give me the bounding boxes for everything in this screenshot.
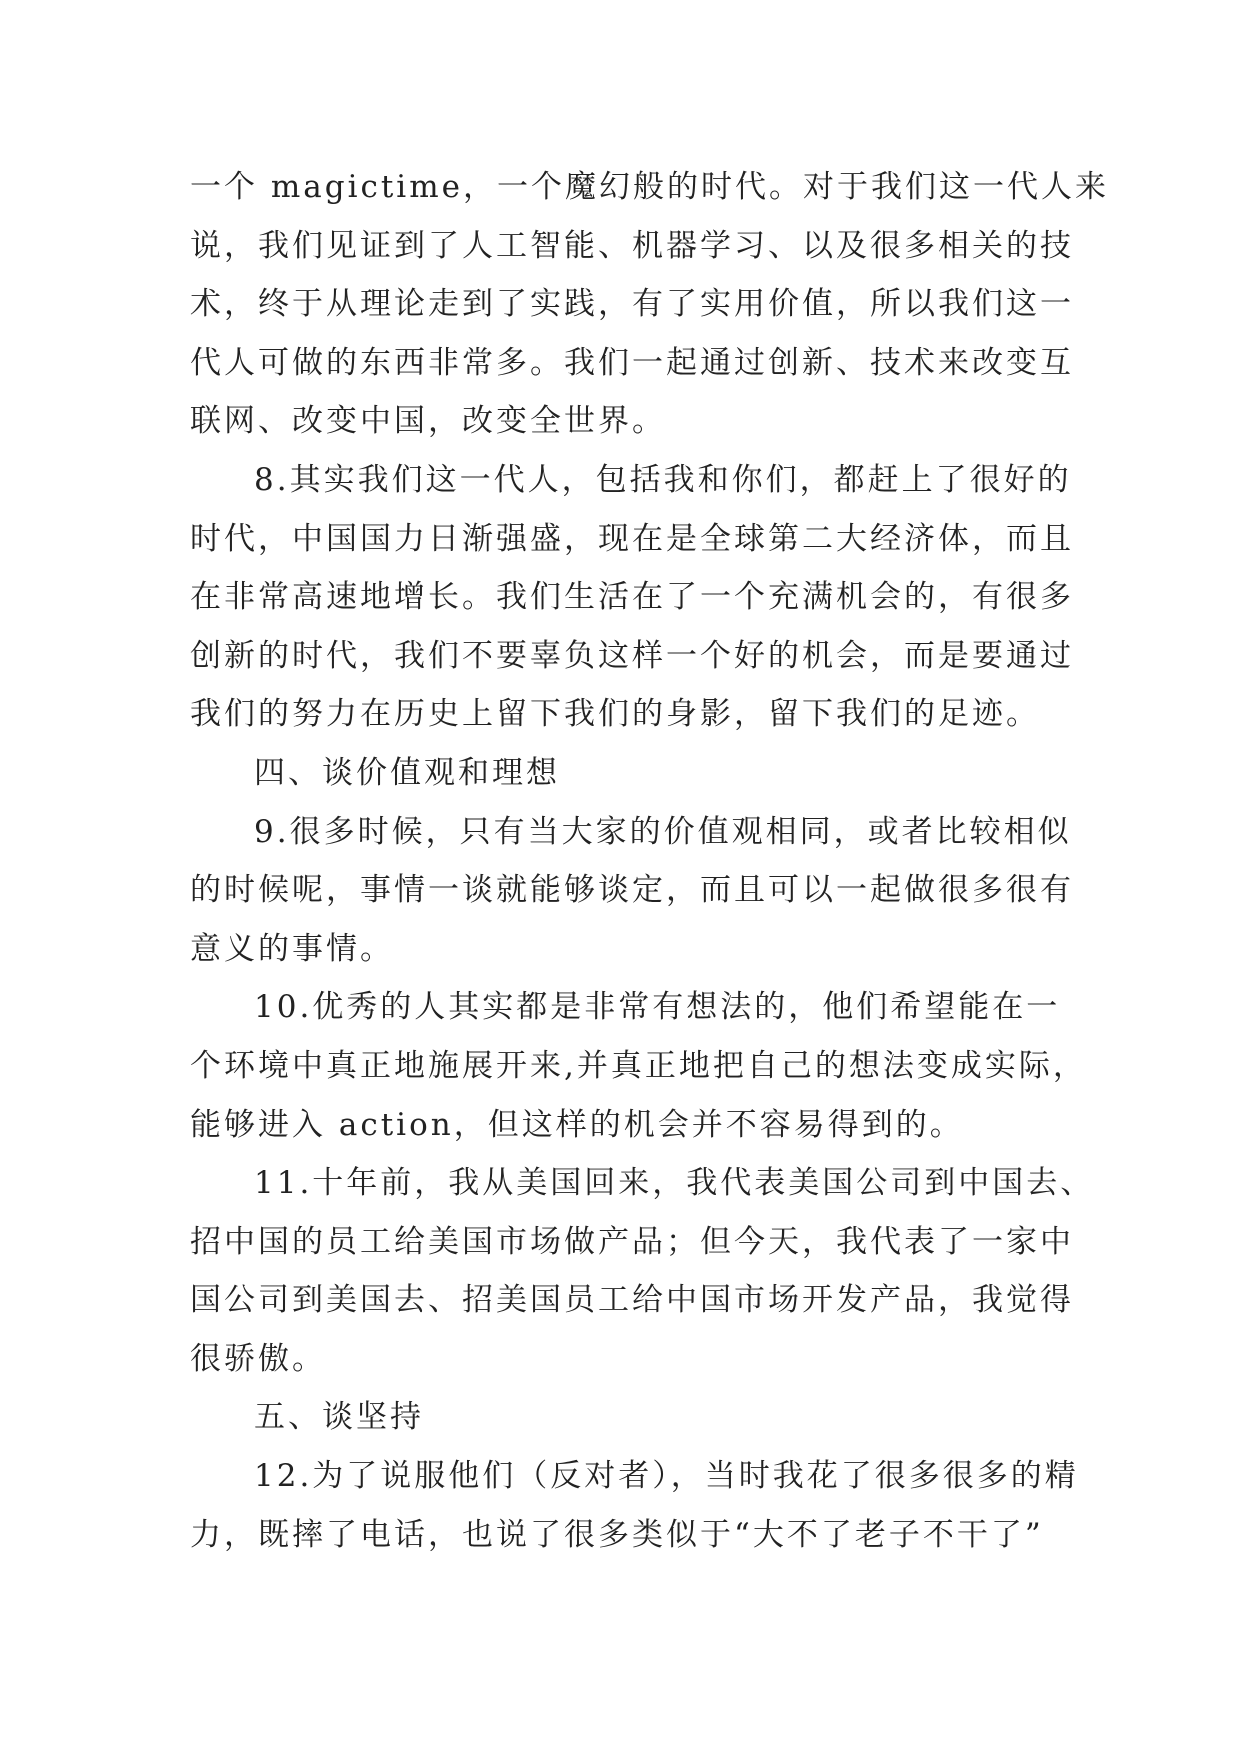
section-heading: 四、谈价值观和理想 [254, 754, 560, 791]
text-line: 的时候呢，事情一谈就能够谈定，而且可以一起做很多很有 [190, 872, 1074, 909]
text-line: 术，终于从理论走到了实践，有了实用价值，所以我们这一 [190, 286, 1074, 323]
paragraph-start-line: 8.其实我们这一代人，包括我和你们，都赶上了很好的 [254, 461, 1072, 498]
text-line: 很骄傲。 [190, 1340, 326, 1377]
paragraph-start-line: 9.很多时候，只有当大家的价值观相同，或者比较相似 [254, 813, 1072, 850]
text-line: 说，我们见证到了人工智能、机器学习、以及很多相关的技 [190, 227, 1074, 264]
text-line: 国公司到美国去、招美国员工给中国市场开发产品，我觉得 [190, 1282, 1074, 1319]
text-line: 在非常高速地增长。我们生活在了一个充满机会的，有很多 [190, 579, 1074, 616]
text-line: 代人可做的东西非常多。我们一起通过创新、技术来改变互 [190, 344, 1074, 381]
text-line: 创新的时代，我们不要辜负这样一个好的机会，而是要通过 [190, 637, 1074, 674]
text-line: 力，既摔了电话，也说了很多类似于“大不了老子不干了” [190, 1516, 1044, 1553]
text-line: 我们的努力在历史上留下我们的身影，留下我们的足迹。 [190, 696, 1040, 733]
text-line: 能够进入 action，但这样的机会并不容易得到的。 [190, 1106, 964, 1143]
paragraph-start-line: 10.优秀的人其实都是非常有想法的，他们希望能在一 [254, 989, 1061, 1026]
text-line: 个环境中真正地施展开来,并真正地把自己的想法变成实际， [190, 1047, 1087, 1084]
section-heading: 五、谈坚持 [254, 1399, 424, 1436]
paragraph-start-line: 12.为了说服他们（反对者），当时我花了很多很多的精 [254, 1458, 1079, 1495]
text-line: 一个 magictime，一个魔幻般的时代。对于我们这一代人来 [190, 169, 1109, 205]
text-line: 时代，中国国力日渐强盛，现在是全球第二大经济体，而且 [190, 520, 1074, 557]
text-line: 招中国的员工给美国市场做产品；但今天，我代表了一家中 [190, 1223, 1074, 1260]
paragraph-start-line: 11.十年前，我从美国回来，我代表美国公司到中国去、 [254, 1165, 1095, 1202]
document-body [190, 158, 1109, 1564]
text-line: 联网、改变中国，改变全世界。 [190, 403, 666, 440]
text-line: 意义的事情。 [190, 930, 394, 967]
